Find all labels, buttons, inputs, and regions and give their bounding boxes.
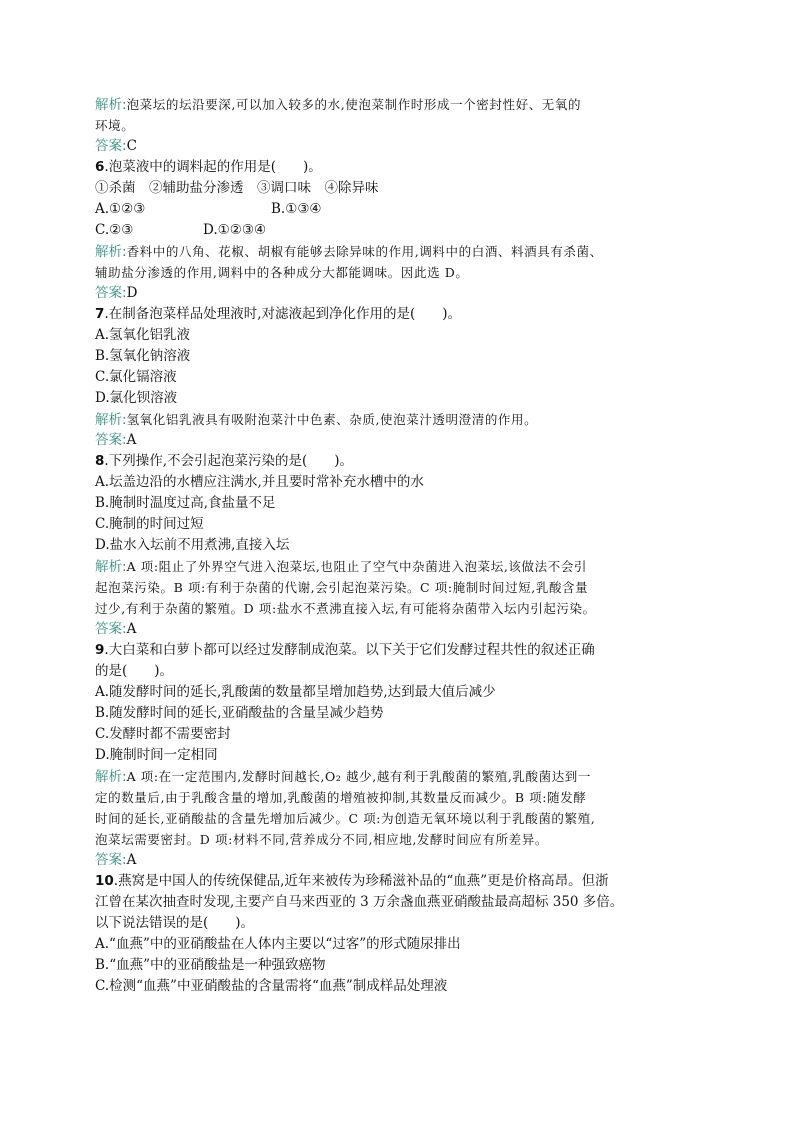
answer-line xyxy=(95,136,715,157)
label-colon: : xyxy=(122,432,127,448)
question-line xyxy=(95,640,715,661)
option-line: A.随发酵时间的延长,乳酸菌的数量都呈增加趋势,达到最大值后减少 xyxy=(95,684,496,700)
option-line: D.氯化钡溶液 xyxy=(95,390,178,406)
answer-label: 答案 xyxy=(95,138,122,154)
answer-label: 答案 xyxy=(95,432,122,448)
option-item: D.①②③④ xyxy=(203,222,267,238)
label-colon: : xyxy=(122,621,127,637)
document-page xyxy=(95,94,715,997)
question-text: 江曾在某次抽查时发现,主要产自马来西亚的 3 万余盏血燕亚硝酸盐最高超标 350 多倍。 xyxy=(95,894,624,910)
option-row xyxy=(95,220,715,241)
explanation-text: 过少,有利于杂菌的繁殖。D 项:盐水不煮沸直接入坛,有可能将杂菌带入坛内引起污染。 xyxy=(95,601,596,616)
question-line xyxy=(95,157,715,178)
explanation-line xyxy=(95,262,715,283)
number-dot: . xyxy=(104,642,109,658)
explanation-text: 起泡菜污染。B 项:有利于杂菌的代谢,会引起泡菜污染。C 项:腌制时间过短,乳酸含量 xyxy=(95,580,589,595)
explanation-line xyxy=(95,577,715,598)
explanation-text: A 项:在一定范围内,发酵时间越长,O₂ 越少,越有利于乳酸菌的繁殖,乳酸菌达到一 xyxy=(126,769,592,784)
explanation-label: 解析 xyxy=(95,244,122,260)
explanation-text: 香料中的八角、花椒、胡椒有能够去除异味的作用,调料中的白酒、料酒具有杀菌、 xyxy=(126,244,603,259)
question-number: 6 xyxy=(95,159,105,175)
option-line: B.腌制时温度过高,食盐量不足 xyxy=(95,495,276,511)
question-number: 7 xyxy=(95,306,105,322)
number-dot: . xyxy=(113,873,119,889)
question-text: 下列操作,不会引起泡菜污染的是( )。 xyxy=(108,453,354,469)
answer-label: 答案 xyxy=(95,285,122,301)
explanation-line xyxy=(95,94,715,115)
option-line: A.“血燕”中的亚硝酸盐在人体内主要以“过客”的形式随尿排出 xyxy=(95,936,461,952)
explanation-label: 解析 xyxy=(95,769,122,785)
question-line xyxy=(95,871,715,892)
label-colon: : xyxy=(122,412,127,428)
answer-value: D xyxy=(126,285,138,301)
explanation-label: 解析 xyxy=(95,97,122,113)
option-row xyxy=(95,199,715,220)
question-number: 8 xyxy=(95,453,105,469)
answer-value: C xyxy=(126,138,137,154)
label-colon: : xyxy=(122,244,127,260)
option-line: B.“血燕”中的亚硝酸盐是一种强致癌物 xyxy=(95,957,326,973)
answer-line xyxy=(95,430,715,451)
number-dot: . xyxy=(104,306,109,322)
label-colon: : xyxy=(122,97,127,113)
question-text: 在制备泡菜样品处理液时,对滤液起到净化作用的是( )。 xyxy=(108,306,462,322)
option-line: ①杀菌 ②辅助盐分渗透 ③调口味 ④除异味 xyxy=(95,180,379,196)
option-item: C.②③ xyxy=(95,222,134,238)
option-line: C.检测“血燕”中亚硝酸盐的含量需将“血燕”制成样品处理液 xyxy=(95,978,448,994)
question-text: 以下说法错误的是( )。 xyxy=(95,915,255,931)
option-line: B.氢氧化钠溶液 xyxy=(95,348,191,364)
option-line: C.腌制的时间过短 xyxy=(95,516,204,532)
explanation-label: 解析 xyxy=(95,559,122,575)
answer-line xyxy=(95,283,715,304)
number-dot: . xyxy=(104,453,109,469)
explanation-line xyxy=(95,766,715,787)
option-item: A.①②③ xyxy=(95,201,146,217)
explanation-line xyxy=(95,829,715,850)
question-number: 9 xyxy=(95,642,105,658)
answer-label: 答案 xyxy=(95,852,122,868)
label-colon: : xyxy=(122,285,127,301)
answer-value: A xyxy=(126,852,137,868)
answer-value: A xyxy=(126,621,137,637)
answer-label: 答案 xyxy=(95,621,122,637)
answer-value: A xyxy=(126,432,137,448)
label-colon: : xyxy=(122,559,127,575)
question-text: 泡菜液中的调料起的作用是( )。 xyxy=(108,159,322,175)
explanation-line xyxy=(95,241,715,262)
question-line xyxy=(95,913,715,934)
explanation-text: 泡菜坛需要密封。D 项:材料不同,营养成分不同,相应地,发酵时间应有所差异。 xyxy=(95,832,548,847)
question-line xyxy=(95,304,715,325)
explanation-line xyxy=(95,787,715,808)
question-text: 燕窝是中国人的传统保健品,近年来被传为珍稀滋补品的“血燕”更是价格高昂。但浙 xyxy=(118,873,609,889)
question-number: 10 xyxy=(95,873,114,889)
question-line xyxy=(95,451,715,472)
explanation-text: 定的数量后,由于乳酸含量的增加,乳酸菌的增殖被抑制,其数量反而减少。B 项:随发酵 xyxy=(95,790,587,805)
option-line: A.坛盖边沿的水槽应注满水,并且要时常补充水槽中的水 xyxy=(95,474,424,490)
explanation-line xyxy=(95,808,715,829)
explanation-line xyxy=(95,115,715,136)
question-text: 大白菜和白萝卜都可以经过发酵制成泡菜。以下关于它们发酵过程共性的叙述正确 xyxy=(108,642,595,658)
question-line xyxy=(95,661,715,682)
question-text: 的是( )。 xyxy=(95,663,174,679)
explanation-text: 辅助盐分渗透的作用,调料中的各种成分大都能调味。因此选 D。 xyxy=(95,265,469,280)
label-colon: : xyxy=(122,852,127,868)
option-line: D.腌制时间一定相同 xyxy=(95,747,218,763)
explanation-line xyxy=(95,556,715,577)
answer-line xyxy=(95,619,715,640)
explanation-text: 氢氧化铝乳液具有吸附泡菜汁中色素、杂质,使泡菜汁透明澄清的作用。 xyxy=(126,412,538,427)
explanation-line xyxy=(95,598,715,619)
option-line: A.氢氧化铝乳液 xyxy=(95,327,191,343)
option-line: C.发酵时都不需要密封 xyxy=(95,726,231,742)
option-line: D.盐水入坛前不用煮沸,直接入坛 xyxy=(95,537,290,553)
option-line: B.随发酵时间的延长,亚硝酸盐的含量呈减少趋势 xyxy=(95,705,384,721)
explanation-text: 泡菜坛的坛沿要深,可以加入较多的水,使泡菜制作时形成一个密封性好、无氧的 xyxy=(126,97,582,112)
label-colon: : xyxy=(122,138,127,154)
answer-line xyxy=(95,850,715,871)
explanation-text: 环境。 xyxy=(95,118,135,133)
label-colon: : xyxy=(122,769,127,785)
explanation-label: 解析 xyxy=(95,412,122,428)
number-dot: . xyxy=(104,159,109,175)
question-line xyxy=(95,892,715,913)
option-line: C.氯化镉溶液 xyxy=(95,369,177,385)
explanation-line xyxy=(95,409,715,430)
explanation-text: A 项:阻止了外界空气进入泡菜坛,也阻止了空气中杂菌进入泡菜坛,该做法不会引 xyxy=(126,559,588,574)
explanation-text: 时间的延长,亚硝酸盐的含量先增加后减少。C 项:为创造无氧环境以利于乳酸菌的繁殖, xyxy=(95,811,596,826)
option-item: B.①③④ xyxy=(271,201,322,217)
